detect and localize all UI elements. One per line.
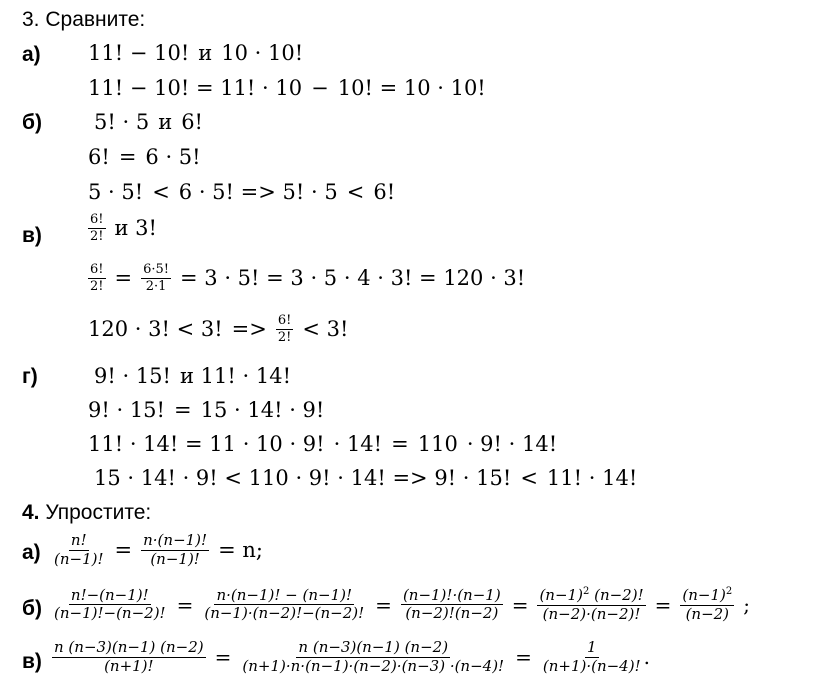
equals-sign: =	[391, 432, 409, 456]
task4-number: 4.	[22, 501, 40, 524]
expr: 9! · 15!	[88, 398, 165, 422]
label-4b: б)	[22, 597, 42, 620]
equals-sign: =	[515, 645, 532, 670]
task4-heading	[22, 501, 151, 525]
expr: 10 · 10!	[221, 41, 304, 65]
expr: 110	[417, 432, 458, 456]
fraction: $\frac{(n-1)!\cdot(n-1)}{(n-2)!(n-2)}$	[402, 585, 501, 623]
expr: 15 · 14! · 9!	[200, 398, 325, 422]
expr: 6 · 5!	[145, 145, 201, 169]
expr: 6!	[88, 145, 110, 169]
equals-sign: =	[375, 592, 392, 617]
line-4a	[52, 533, 272, 568]
line-3g-3	[88, 432, 566, 456]
fraction: $\frac{6!}{2!}$	[90, 212, 104, 244]
expr: 6!	[181, 110, 203, 134]
fraction: $\frac{1}{(n+1)\cdot(n-4)!}$	[542, 638, 641, 675]
expr: 11! − 10! = 11! · 10	[88, 76, 303, 100]
fraction: $\frac{n\cdot(n-1)! - (n-1)!}{(n-1)\cdot(n-2)!-(n-2)!}$	[204, 585, 365, 623]
label-4v: в)	[22, 650, 42, 673]
line-3g-1	[94, 364, 300, 388]
label-3a: а)	[22, 43, 41, 66]
expr: < 3!	[302, 317, 349, 342]
line-3v-2	[88, 263, 534, 293]
fraction: $\frac{n!-(n-1)!}{(n-1)!-(n-2)!}$	[54, 585, 166, 623]
equals-sign: =	[654, 592, 672, 617]
expr: 15 · 14! · 9! < 110 · 9! · 14! => 9! · 15!	[94, 466, 512, 490]
line-3a-2	[88, 76, 495, 100]
task3-heading: 3. Сравните:	[22, 8, 146, 31]
and-word: и	[158, 110, 173, 134]
line-3b-3	[88, 180, 404, 204]
line-3a-1	[88, 41, 312, 65]
minus-sign: −	[311, 76, 329, 100]
fraction: $\frac{n (n-3)(n-1) (n-2)}{(n+1)\cdot n\cdot(n-1)\cdot(n-2)\cdot(n-3) \cdot(n-4)!}$	[242, 638, 505, 675]
label-3b: б)	[22, 111, 42, 134]
less-sign: <	[346, 180, 365, 204]
expr: 6 · 5! => 5! · 5	[178, 180, 338, 204]
equals-sign: =	[114, 538, 133, 563]
fraction: $\frac{(n-1)^2}{(n-2)}$	[682, 586, 733, 623]
expr: 11! · 14! = 11 · 10 · 9!	[88, 432, 325, 456]
fraction: $\frac{6!}{2!}$	[90, 262, 104, 294]
expr: и 3!	[114, 216, 157, 241]
and-word: и	[198, 41, 213, 65]
line-3b-2	[88, 145, 210, 169]
line-4v	[52, 640, 659, 675]
fraction: $\frac{(n-1)^2 (n-2)!}{(n-2)\cdot(n-2)!}$	[539, 586, 644, 623]
period: .	[643, 645, 650, 670]
less-sign: <	[152, 180, 170, 204]
fraction: $\frac{6\cdot 5!}{2\cdot 1}$	[143, 262, 170, 294]
expr: 11! − 10!	[88, 41, 190, 65]
line-3g-4	[94, 466, 646, 490]
equals-sign: =	[174, 398, 192, 422]
fraction: $\frac{n!}{(n-1)!}$	[54, 531, 104, 568]
line-3v-3	[88, 314, 357, 344]
expr: 11! · 14!	[546, 466, 638, 490]
equals-sign: =	[511, 592, 529, 617]
label-4a: а)	[22, 541, 41, 564]
equals-sign: =	[114, 266, 133, 291]
equals-sign: =	[118, 145, 137, 169]
expr: 6!	[373, 180, 396, 204]
line-3g-2	[88, 398, 333, 422]
expr: 5 · 5!	[88, 180, 144, 204]
line-3b-1	[94, 110, 212, 134]
expr: · 14!	[333, 432, 383, 456]
label-3g: г)	[22, 365, 38, 388]
equals-sign: =	[214, 645, 232, 670]
expr: 10! = 10 · 10!	[337, 76, 486, 100]
less-sign: <	[520, 466, 538, 490]
expr: = n;	[218, 538, 263, 563]
expr: и 11! · 14!	[180, 364, 292, 388]
fraction: $\frac{n (n-3)(n-1) (n-2)}{(n+1)!}$	[54, 638, 204, 675]
fraction: $\frac{n\cdot(n-1)!}{(n-1)!}$	[143, 531, 208, 568]
expr: 120 · 3! < 3!	[88, 317, 223, 342]
expr: 9! · 15!	[94, 364, 171, 388]
implies-sign: =>	[231, 317, 267, 342]
expr: · 9! · 14!	[466, 432, 558, 456]
expr: 5! · 5	[94, 110, 150, 134]
expr: = 3 · 5! = 3 · 5 · 4 · 3! = 120 · 3!	[180, 266, 526, 291]
semicolon: ;	[743, 592, 750, 617]
label-3v: в)	[22, 224, 42, 247]
equals-sign: =	[176, 592, 194, 617]
line-3v-1	[88, 213, 166, 243]
fraction: $\frac{6!}{2!}$	[277, 313, 292, 345]
line-4b	[52, 587, 759, 623]
task4-title: Упростите:	[45, 501, 152, 524]
